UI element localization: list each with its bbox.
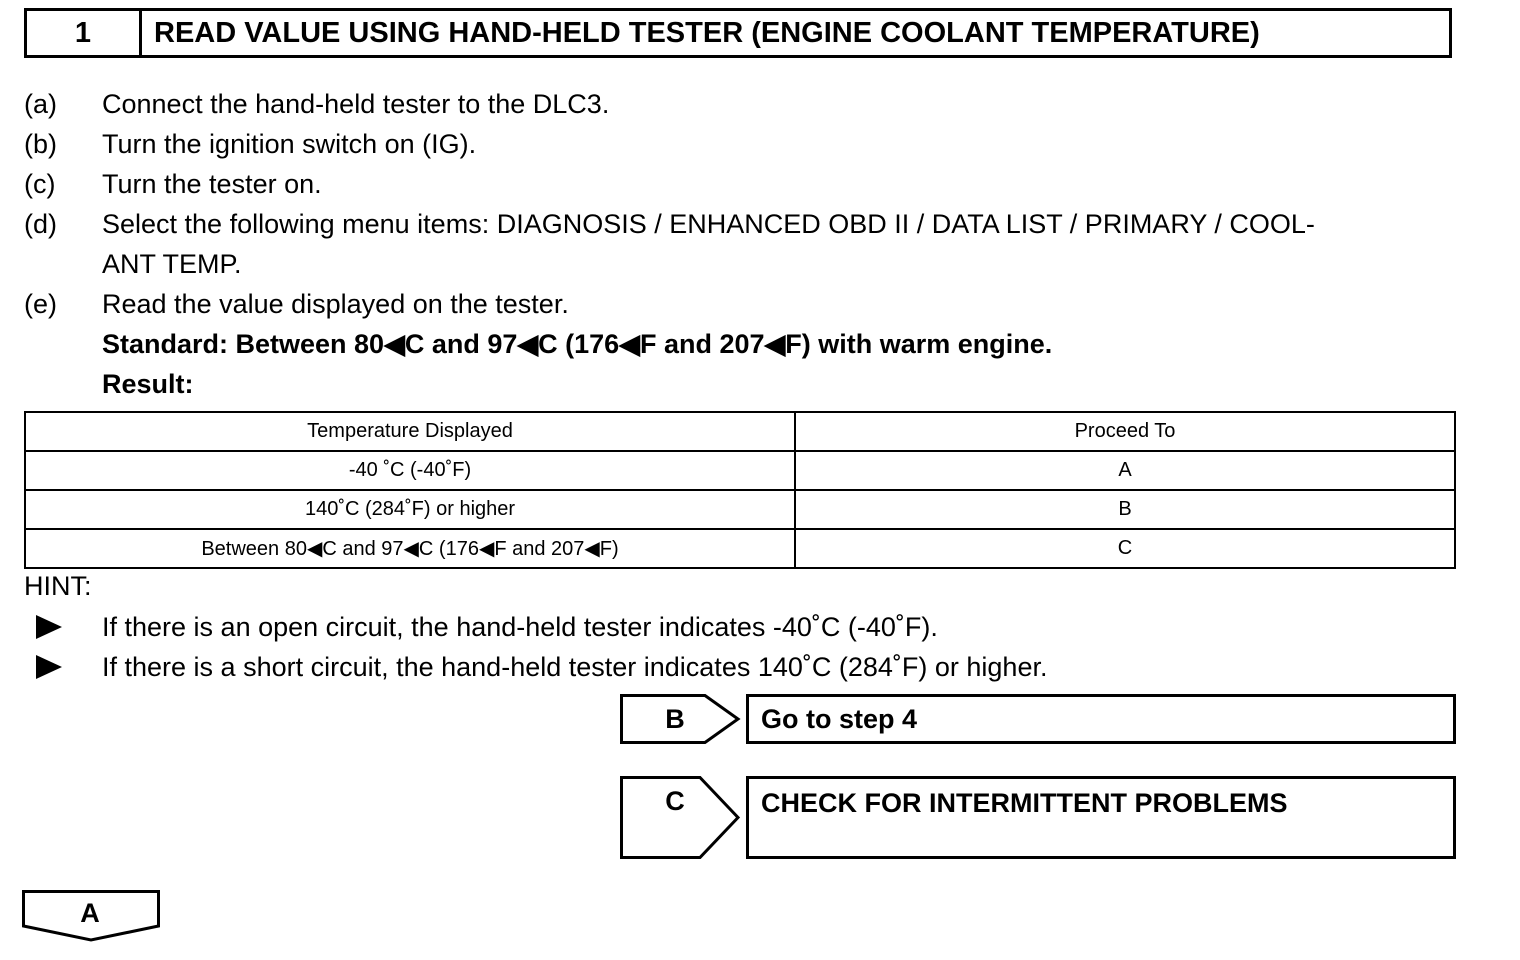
- table-row: [25, 529, 1455, 568]
- instruction-list: [24, 84, 1464, 404]
- step-number: 1: [27, 11, 142, 55]
- hint-label: HINT:: [24, 571, 92, 601]
- outcome-tag-c: [620, 776, 742, 859]
- continue-tag-a: [22, 890, 160, 942]
- instruction-text: Select the following menu items: DIAGNOSIS / ENHANCED OBD II / DATA LIST / PRIMARY / COOL-: [102, 209, 1315, 239]
- outcome-box-c: CHECK FOR INTERMITTENT PROBLEMS: [746, 776, 1456, 859]
- hint-item: [24, 647, 1047, 687]
- instruction-label: (e): [24, 289, 57, 319]
- instruction-item: [24, 284, 1464, 324]
- instruction-text: Turn the tester on.: [102, 169, 322, 199]
- outcome-tag-label: C: [665, 786, 685, 816]
- table-cell-temperature: Between 80◀C and 97◀C (176◀F and 207◀F): [25, 529, 795, 568]
- hint-list: [24, 607, 1047, 687]
- table-cell-temperature: 140˚C (284˚F) or higher: [25, 490, 795, 529]
- table-row: [25, 451, 1455, 490]
- instruction-label: (d): [24, 209, 57, 239]
- table-header-row: [25, 412, 1455, 451]
- instruction-continuation: ANT TEMP.: [102, 249, 242, 279]
- instruction-label: (b): [24, 129, 57, 159]
- table-cell-proceed: C: [795, 529, 1455, 568]
- step-header: [24, 8, 1452, 58]
- result-label: Result:: [102, 369, 194, 399]
- instruction-text: Read the value displayed on the tester.: [102, 289, 569, 319]
- instruction-item: [24, 164, 1464, 204]
- hint-text: If there is a short circuit, the hand-held tester indicates 140˚C (284˚F) or higher.: [102, 652, 1048, 682]
- instruction-text: Turn the ignition switch on (IG).: [102, 129, 477, 159]
- table-row: [25, 490, 1455, 529]
- continue-tag-label: A: [80, 898, 100, 928]
- instruction-label: (c): [24, 169, 56, 199]
- table-cell-temperature: -40 ˚C (-40˚F): [25, 451, 795, 490]
- triangle-right-icon: [24, 614, 102, 640]
- triangle-right-icon: [24, 654, 102, 680]
- instruction-label: (a): [24, 89, 57, 119]
- table-cell-proceed: B: [795, 490, 1455, 529]
- instruction-item: [24, 204, 1464, 244]
- table-cell-proceed: A: [795, 451, 1455, 490]
- table-header-temperature: Temperature Displayed: [25, 412, 795, 451]
- outcome-box-b: Go to step 4: [746, 694, 1456, 744]
- outcome-tag-label: B: [665, 704, 685, 734]
- instruction-item: [24, 124, 1464, 164]
- outcome-tag-b: [620, 694, 742, 744]
- table-header-proceed: Proceed To: [795, 412, 1455, 451]
- step-title: READ VALUE USING HAND-HELD TESTER (ENGINE COOLANT TEMPERATURE): [154, 16, 1260, 49]
- hint-text: If there is an open circuit, the hand-held tester indicates -40˚C (-40˚F).: [102, 612, 938, 642]
- instruction-text: Connect the hand-held tester to the DLC3.: [102, 89, 610, 119]
- standard-value: Standard: Between 80◀C and 97◀C (176◀F and 207◀F) with warm engine.: [102, 329, 1053, 359]
- hint-item: [24, 607, 1047, 647]
- result-table: [24, 411, 1456, 569]
- instruction-item: [24, 84, 1464, 124]
